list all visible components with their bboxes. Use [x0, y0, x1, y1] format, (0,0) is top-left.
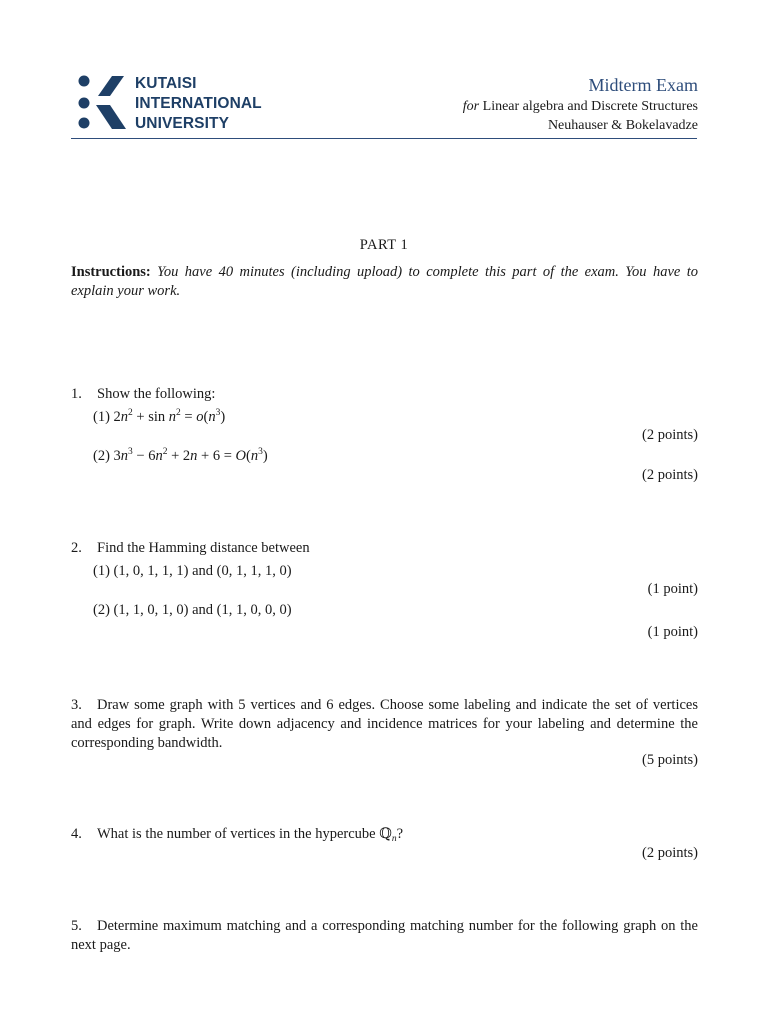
item-label: (2): [93, 448, 110, 464]
item-expression: $2n^2 + \sin n^2 = o(n^3)$: [113, 408, 226, 425]
part-title: PART 1: [359, 237, 409, 253]
authors: Neuhauser & Bokelavadze: [547, 118, 698, 133]
item-expression: (1, 1, 0, 1, 0) and (1, 1, 0, 0, 0): [113, 602, 292, 618]
question-number: 5.: [71, 918, 82, 934]
university-name: [135, 74, 262, 134]
item-expression: $3n^3 - 6n^2 + 2n + 6 = O(n^3)$: [113, 447, 268, 464]
question-2-item-2: [93, 601, 292, 620]
question-text: Draw some graph with 5 vertices and 6 edges. Choose some labeling and indicate the set of vertices and edges for graph. Write down adjacency and incidence matrices for your labeling and determine the corresponding bandwidth.: [71, 697, 698, 751]
item-label: (1): [93, 563, 110, 579]
university-name-line-2: INTERNATIONAL: [135, 95, 262, 112]
course-line: [463, 97, 698, 116]
question-text: Show the following:: [97, 386, 216, 402]
question-3-points: (5 points): [642, 752, 698, 768]
question-3: [71, 696, 698, 753]
item-label: (2): [93, 602, 110, 618]
question-2-item-2-points: (1 point): [647, 624, 698, 640]
question-5: [71, 917, 698, 955]
question-text: Determine maximum matching and a corresponding matching number for the following graph on the next page.: [71, 918, 698, 953]
question-text: Find the Hamming distance between: [97, 540, 310, 556]
exam-title: Midterm Exam: [588, 75, 698, 95]
course-name: Linear algebra and Discrete Structures: [482, 99, 698, 114]
question-1-item-2-points: (2 points): [642, 467, 698, 483]
question-number: 4.: [71, 826, 82, 842]
question-2: [71, 539, 698, 558]
item-label: (1): [93, 409, 110, 425]
exam-header: [463, 74, 698, 135]
hypercube-subscript: n: [391, 834, 397, 844]
question-number: 3.: [71, 697, 82, 713]
question-2-item-1-points: (1 point): [647, 581, 698, 597]
question-4: [71, 825, 698, 844]
hypercube-symbol: ℚ: [379, 826, 392, 842]
header-divider: [71, 138, 697, 139]
question-1-item-2: [93, 447, 268, 466]
question-number: 2.: [71, 540, 82, 556]
question-1-item-1-points: (2 points): [642, 427, 698, 443]
question-1: [71, 385, 698, 404]
university-name-line-3: UNIVERSITY: [135, 115, 230, 132]
question-1-item-1: [93, 408, 225, 427]
question-text-end: ?: [396, 826, 404, 842]
university-name-line-1: KUTAISI: [135, 75, 197, 92]
question-number: 1.: [71, 386, 82, 402]
question-4-points: (2 points): [642, 845, 698, 861]
instructions-text: You have 40 minutes (including upload) to complete this part of the exam. You have to explain your work.: [71, 264, 699, 299]
instructions: [71, 263, 698, 301]
item-expression: (1, 0, 1, 1, 1) and (0, 1, 1, 1, 0): [113, 563, 292, 579]
question-2-item-1: [93, 562, 292, 581]
question-text: What is the number of vertices in the hypercube: [97, 826, 380, 842]
for-word: for: [462, 99, 480, 114]
instructions-label: Instructions:: [71, 264, 151, 280]
